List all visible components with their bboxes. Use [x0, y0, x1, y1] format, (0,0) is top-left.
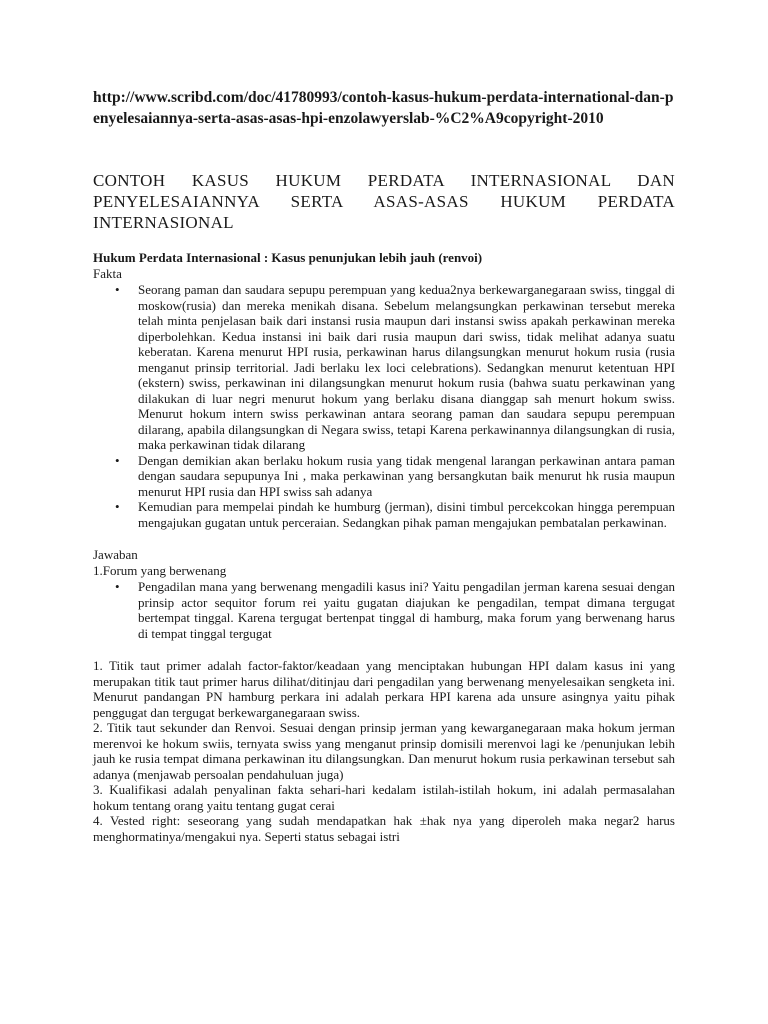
- document-title: CONTOH KASUS HUKUM PERDATA INTERNASIONAL DAN PENYELESAIANNYA SERTA ASAS-ASAS HUKUM PERDATA INTERNASIONAL: [93, 171, 675, 232]
- numbered-paragraph: 2. Titik taut sekunder dan Renvoi. Sesuai dengan prinsip jerman yang kewarganegaraan maka hokum jerman merenvoi ke hokum swiis, ternyata swiss yang menganut prinsip domisili merenvoi lagi ke /penunjukan lebih jauh ke rusia tempat dimana perkawinan itu dilangsungkan. Dan menurut hokum rusia perkawinan tersebut sah adanya (menjawab persoalan pendahuluan juga): [93, 720, 675, 782]
- spacer: [93, 641, 675, 658]
- section-subheading: Hukum Perdata Internasional : Kasus penunjukan lebih jauh (renvoi): [93, 250, 483, 265]
- jawaban-label: Jawaban: [93, 547, 138, 562]
- forum-section-label: 1.Forum yang berwenang: [93, 563, 227, 578]
- spacer: [93, 530, 675, 547]
- list-item: • Kemudian para mempelai pindah ke humburg (jerman), disini timbul percekcokan hingga perempuan mengajukan gugatan untuk perceraian. Sedangkan pihak paman mengajukan pembatalan perkawinan.: [138, 499, 675, 530]
- numbered-paragraph: 1. Titik taut primer adalah factor-faktor/keadaan yang menciptakan hubungan HPI dalam kasus ini yang merupakan titik taut primer harus dilihat/ditinjau dari pengadilan yang berwenang menyelesaikan sengketa ini. Menurut pandangan PN hamburg perkara ini adalah perkara HPI karena ada unsure asingnya yaitu pihak penggugat dan tergugat berkewarganegaraan swiss.: [93, 658, 675, 720]
- numbered-paragraph: 3. Kualifikasi adalah penyalinan fakta sehari-hari kedalam istilah-istilah hokum, ini adalah permasalahan hokum tentang orang yaitu tentang gugat cerai: [93, 782, 675, 813]
- jawaban-list: [93, 579, 675, 641]
- numbered-paragraph: 4. Vested right: seseorang yang sudah mendapatkan hak ±hak nya yang diperoleh maka negar2 harus menghormatinya/mengakui nya. Seperti status sebagai istri: [93, 813, 675, 844]
- list-item: • Dengan demikian akan berlaku hokum rusia yang tidak mengenal larangan perkawinan antara paman dengan saudara sepupunya Ini , maka perkawinan yang bersangkutan baik menurut hk rusia maupun menurut HPI rusia dan HPI swiss sah adanya: [138, 453, 675, 500]
- list-item: • Seorang paman dan saudara sepupu perempuan yang kedua2nya berkewarganegaraan swiss, tinggal di moskow(rusia) dan mereka menikah disana. Sebelum melangsungkan perkawinan tersebut mereka telah minta penjelasan baik dari instansi rusia maupun dari instansi swiss apakah perkawinan mereka diperbolehkan. Kedua instansi ini baik dari rusia maupun dari swiss, tidak melihat adanya suatu keberatan. Karena menurut HPI rusia, perkawinan harus dilangsungkan menurut hokum rusia (rusia menganut prinsip territorial. Jadi berlaku lex loci celebrations). Sedangkan menurut ketentuan HPI (ekstern) swiss, perkawinan ini dilangsungkan menurut hokum rusia (bahwa suatu perkawinan yang dilakukan di luar negri menurut hokum yang berlaku disana dianggap sah menurt hokum swiss. Menurut hokum intern swiss perkawinan antara seorang paman dan saudara sepupu perempuan dilarang, apabila dilangsungkan di Negara swiss, tetapi Karena perkawinannya dilangsungkan di rusia, maka perkawinan tidak dilarang: [138, 282, 675, 453]
- source-url: http://www.scribd.com/doc/41780993/contoh-kasus-hukum-perdata-international-dan-penyelesaiannya-serta-asas-asas-hpi-enzolawyerslab-%C2%A9copyright-2010: [93, 89, 674, 127]
- fakta-list: [93, 282, 675, 530]
- fakta-label: Fakta: [93, 266, 122, 281]
- list-item: • Pengadilan mana yang berwenang mengadili kasus ini? Yaitu pengadilan jerman karena sesuai dengan prinsip actor sequitor forum rei yaitu gugatan diajukan ke pengadilan, tempat dimana tergugat bertempat tinggal. Karena tergugat bertenpat tinggal di hamburg, maka forum yang berwenang harus di tempat tinggal tergugat: [138, 579, 675, 641]
